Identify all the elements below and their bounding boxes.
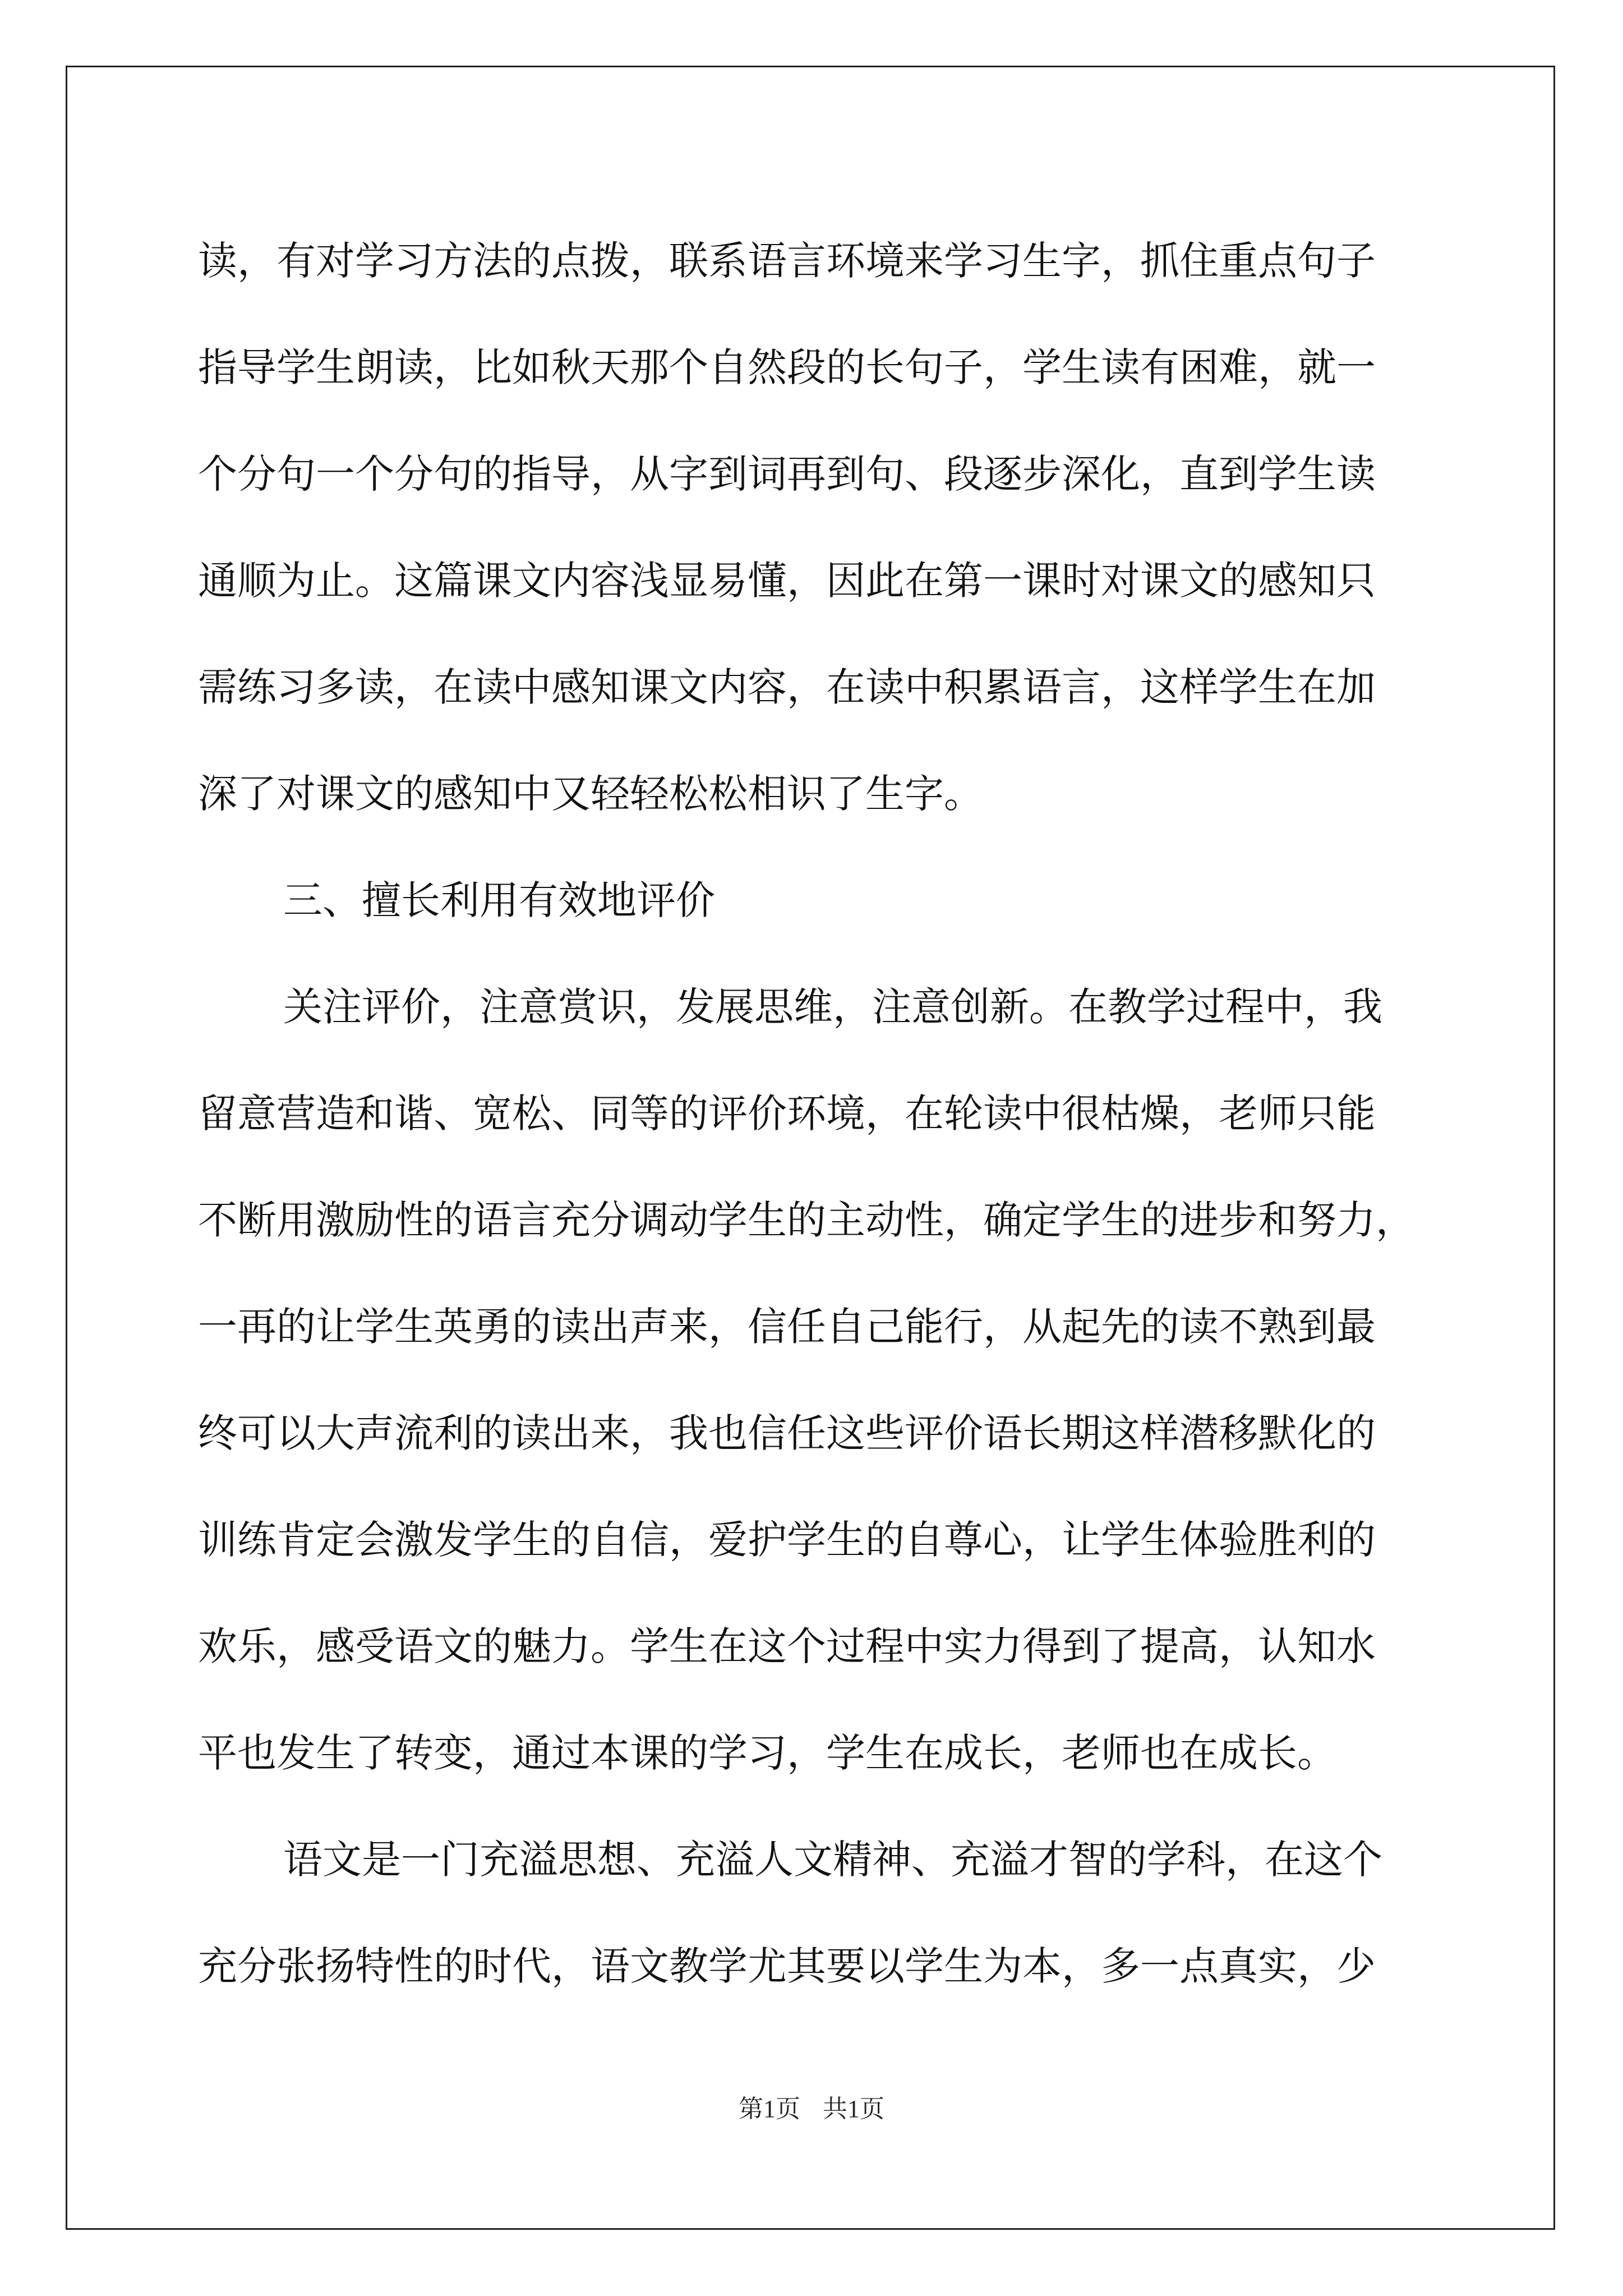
paragraph-line: 通顺为止。这篇课文内容浅显易懂，因此在第一课时对课文的感知只 — [198, 558, 1376, 604]
paragraph-line: 留意营造和谐、宽松、同等的评价环境，在轮读中很枯燥，老师只能 — [198, 1091, 1376, 1137]
paragraph-line: 需练习多读，在读中感知课文内容，在读中积累语言，这样学生在加 — [198, 664, 1376, 710]
paragraph-line: 训练肯定会激发学生的自信，爱护学生的自尊心，让学生体验胜利的 — [198, 1517, 1376, 1563]
paragraph-line: 语文是一门充溢思想、充溢人文精神、充溢才智的学科，在这个 — [283, 1837, 1382, 1883]
paragraph-line: 终可以大声流利的读出来，我也信任这些评价语长期这样潜移默化的 — [198, 1410, 1376, 1456]
page-number: 第1页 — [739, 2095, 800, 2123]
paragraph-line: 指导学生朗读，比如秋天那个自然段的长句子，学生读有困难，就一 — [198, 344, 1376, 390]
paragraph-line: 读，有对学习方法的点拨，联系语言环境来学习生字，抓住重点句子 — [198, 238, 1376, 284]
page-total: 共1页 — [823, 2095, 884, 2123]
paragraph-line: 不断用激励性的语言充分调动学生的主动性，确定学生的进步和努力， — [198, 1197, 1415, 1243]
paragraph-line: 个分句一个分句的指导，从字到词再到句、段逐步深化，直到学生读 — [198, 451, 1376, 497]
page-footer — [0, 2092, 1623, 2126]
paragraph-line: 一再的让学生英勇的读出声来，信任自己能行，从起先的读不熟到最 — [198, 1304, 1376, 1350]
paragraph-line: 欢乐，感受语文的魅力。学生在这个过程中实力得到了提高，认知水 — [198, 1623, 1376, 1669]
paragraph-line: 充分张扬特性的时代，语文教学尤其要以学生为本，多一点真实，少 — [198, 1943, 1376, 1989]
section-heading: 三、擅长利用有效地评价 — [283, 877, 715, 923]
paragraph-line: 平也发生了转变，通过本课的学习，学生在成长，老师也在成长。 — [198, 1730, 1336, 1776]
document-body — [198, 208, 1432, 2019]
paragraph-line: 深了对课文的感知中又轻轻松松相识了生字。 — [198, 771, 983, 817]
paragraph-line: 关注评价，注意赏识，发展思维，注意创新。在教学过程中，我 — [283, 984, 1382, 1030]
